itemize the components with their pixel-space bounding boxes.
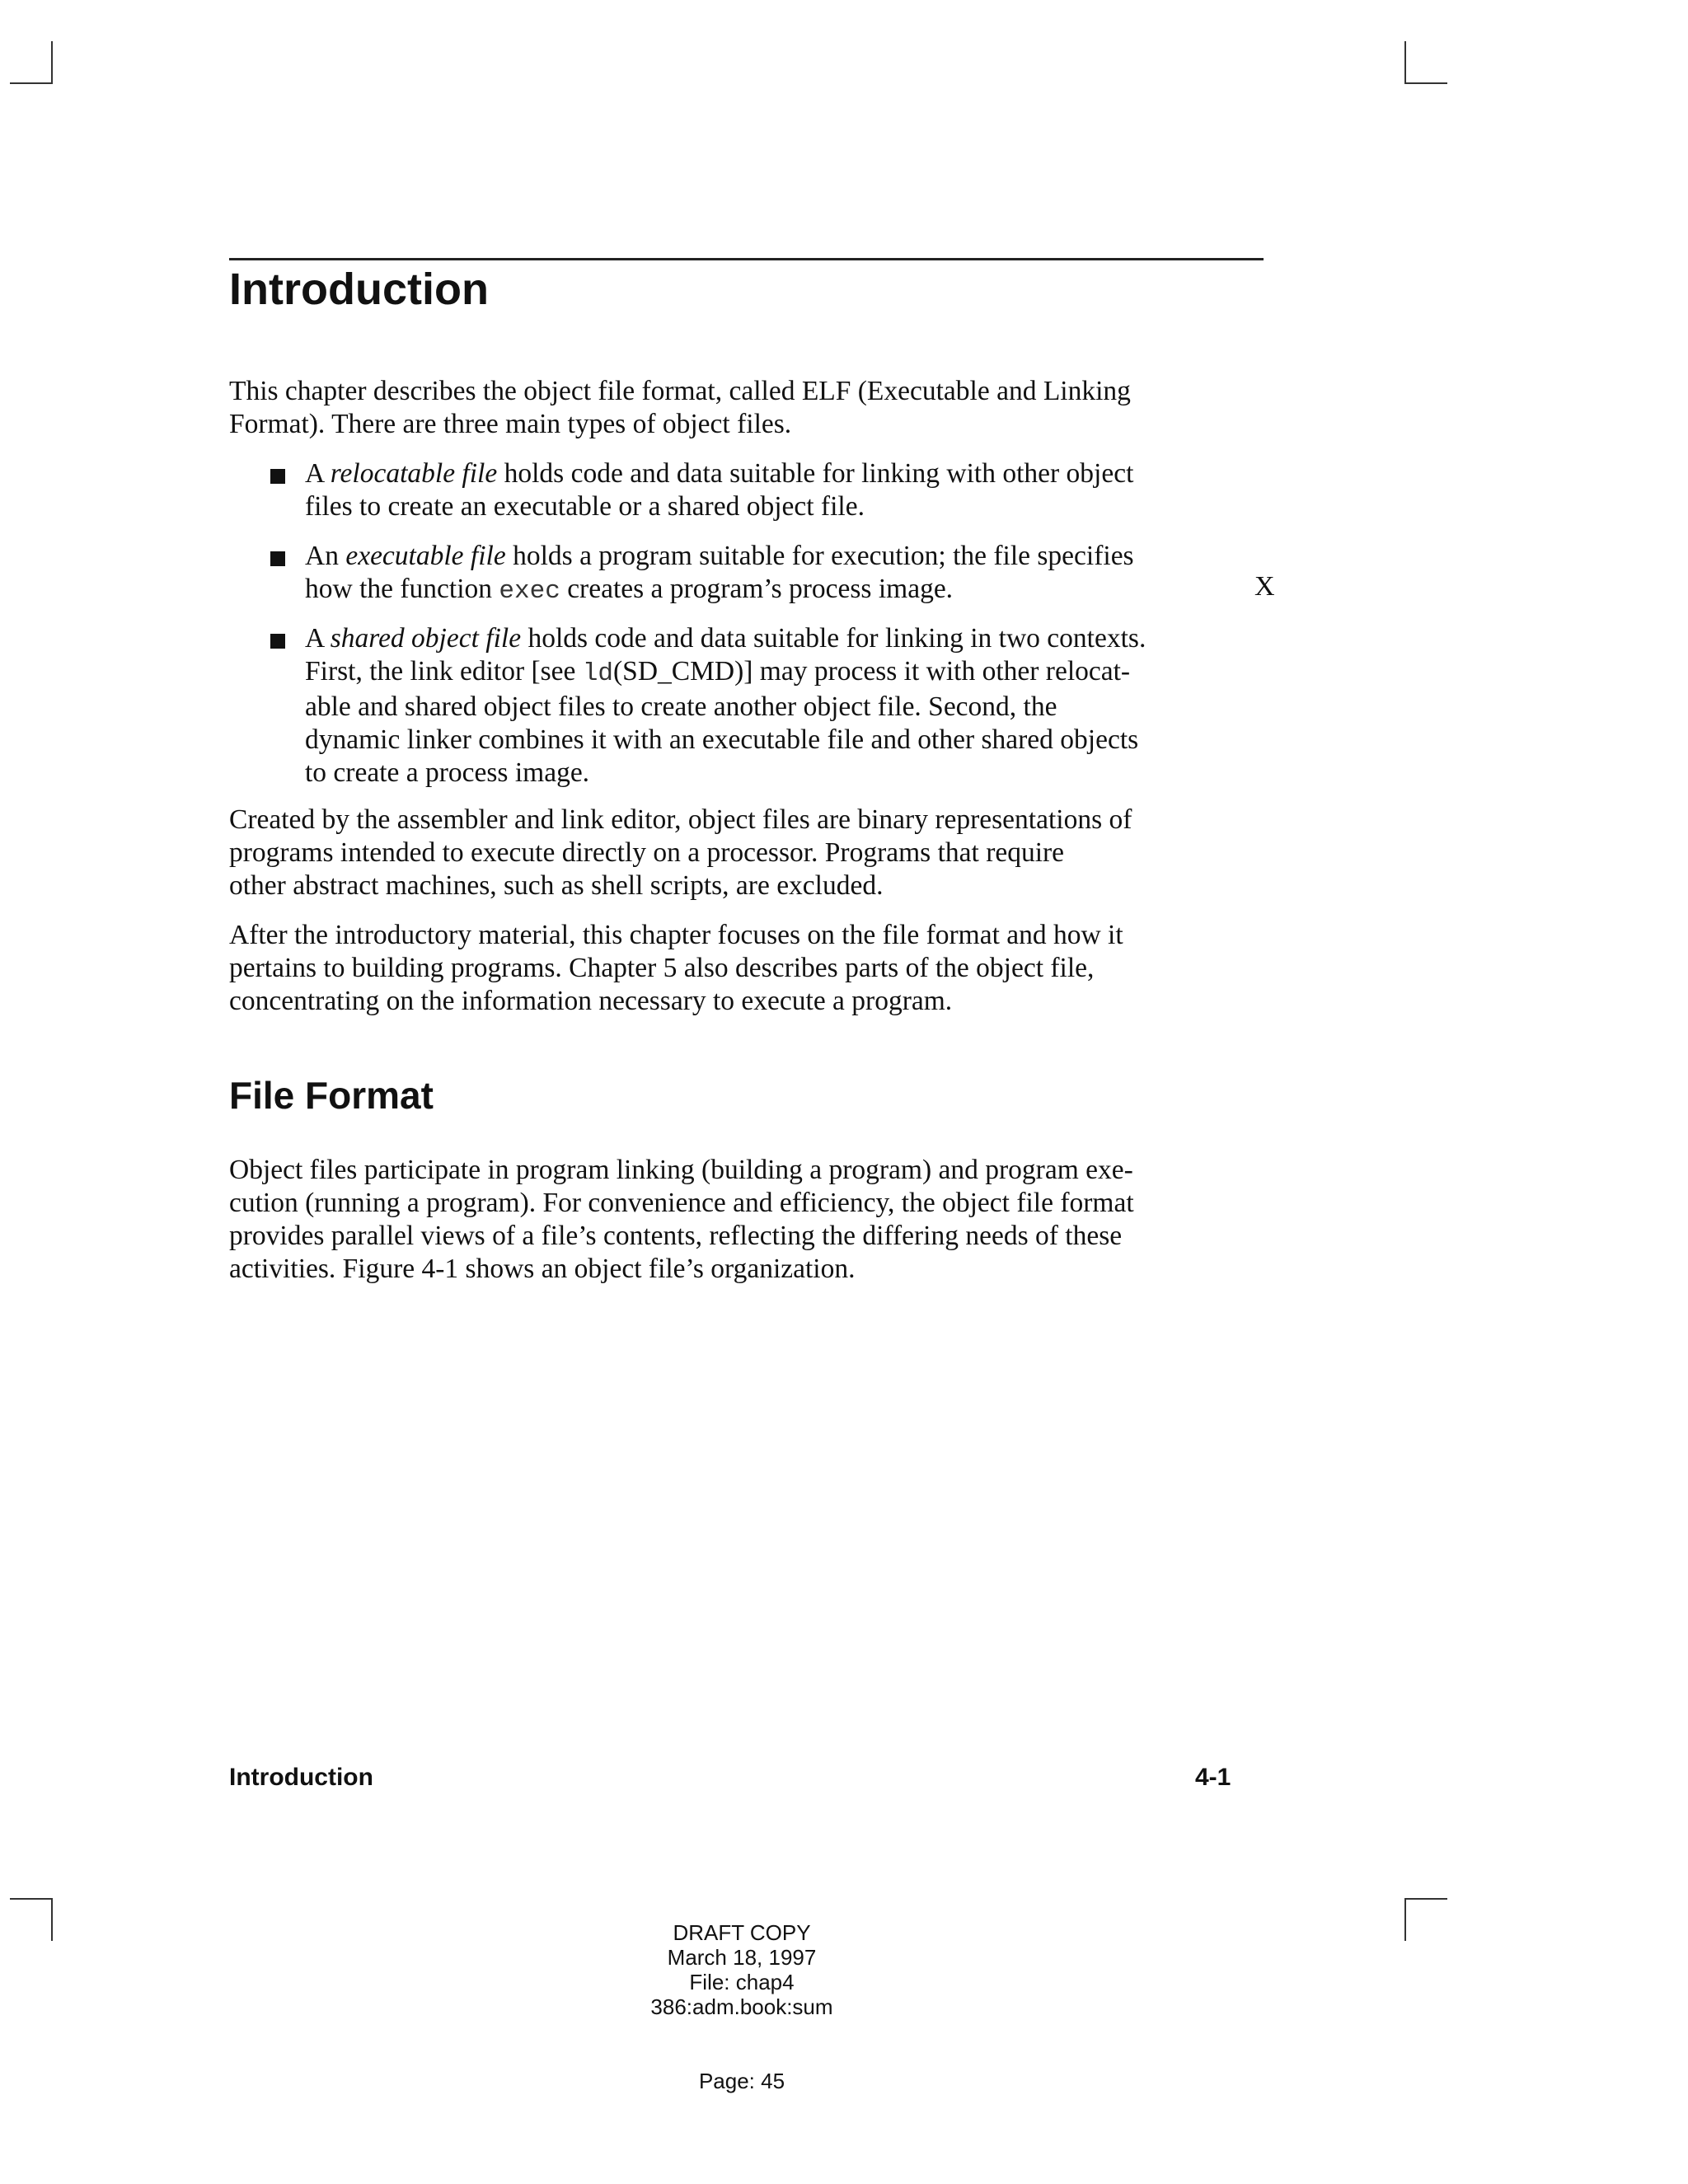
running-footer-page: 4-1 xyxy=(1195,1764,1231,1791)
intro-line: Format). There are three main types of object files. xyxy=(229,409,792,439)
draft-book: 386:adm.book:sum xyxy=(650,1994,833,2019)
section-title-file-format: File Format xyxy=(229,1074,434,1117)
intro-paragraph xyxy=(229,375,1131,441)
crop-mark-top-left xyxy=(10,41,53,84)
paragraph-file-format: Object files participate in program linking (building a program) and program exe- cution (running a program). For convenience and efficiency, the object file format provides parallel views of a file’s contents, reflecting the differing needs of these activities. Figure 4-1 shows an object file’s organization. xyxy=(229,1155,1134,1284)
draft-page-number: Page: 45 xyxy=(698,2069,785,2093)
code-ld: ld xyxy=(582,659,614,688)
draft-date: March 18, 1997 xyxy=(667,1945,817,1970)
bullet-square-icon xyxy=(270,551,285,566)
draft-label: DRAFT COPY xyxy=(673,1920,811,1945)
section-title-introduction: Introduction xyxy=(229,265,489,314)
crop-mark-bottom-right xyxy=(1404,1898,1447,1941)
running-footer-title: Introduction xyxy=(229,1764,373,1791)
paragraph-after-intro: After the introductory material, this chapter focuses on the file format and how it pertains to building programs. Chapter 5 also describes parts of the object file, concentrating on the information necessary to execute a program. xyxy=(229,920,1123,1016)
intro-line: This chapter describes the object file format, called ELF (Executable and Linking xyxy=(229,376,1131,406)
bullet-square-icon xyxy=(270,634,285,649)
crop-mark-bottom-left xyxy=(10,1898,53,1941)
term-executable-file: executable file xyxy=(345,541,506,571)
draft-file: File: chap4 xyxy=(689,1970,795,1994)
code-exec: exec xyxy=(499,577,560,606)
paragraph-created-by: Created by the assembler and link editor, object files are binary representations of programs intended to execute directly on a processor. Programs that require other abstract machines, such as shell scripts, are excluded. xyxy=(229,804,1132,901)
crop-mark-top-right xyxy=(1404,41,1447,84)
bullet-square-icon xyxy=(270,469,285,484)
term-shared-object-file: shared object file xyxy=(330,623,522,654)
term-relocatable-file: relocatable file xyxy=(330,458,498,489)
heading-rule xyxy=(229,258,1264,260)
change-bar-mark: X xyxy=(1254,571,1275,602)
draft-stamp xyxy=(577,1920,907,2019)
